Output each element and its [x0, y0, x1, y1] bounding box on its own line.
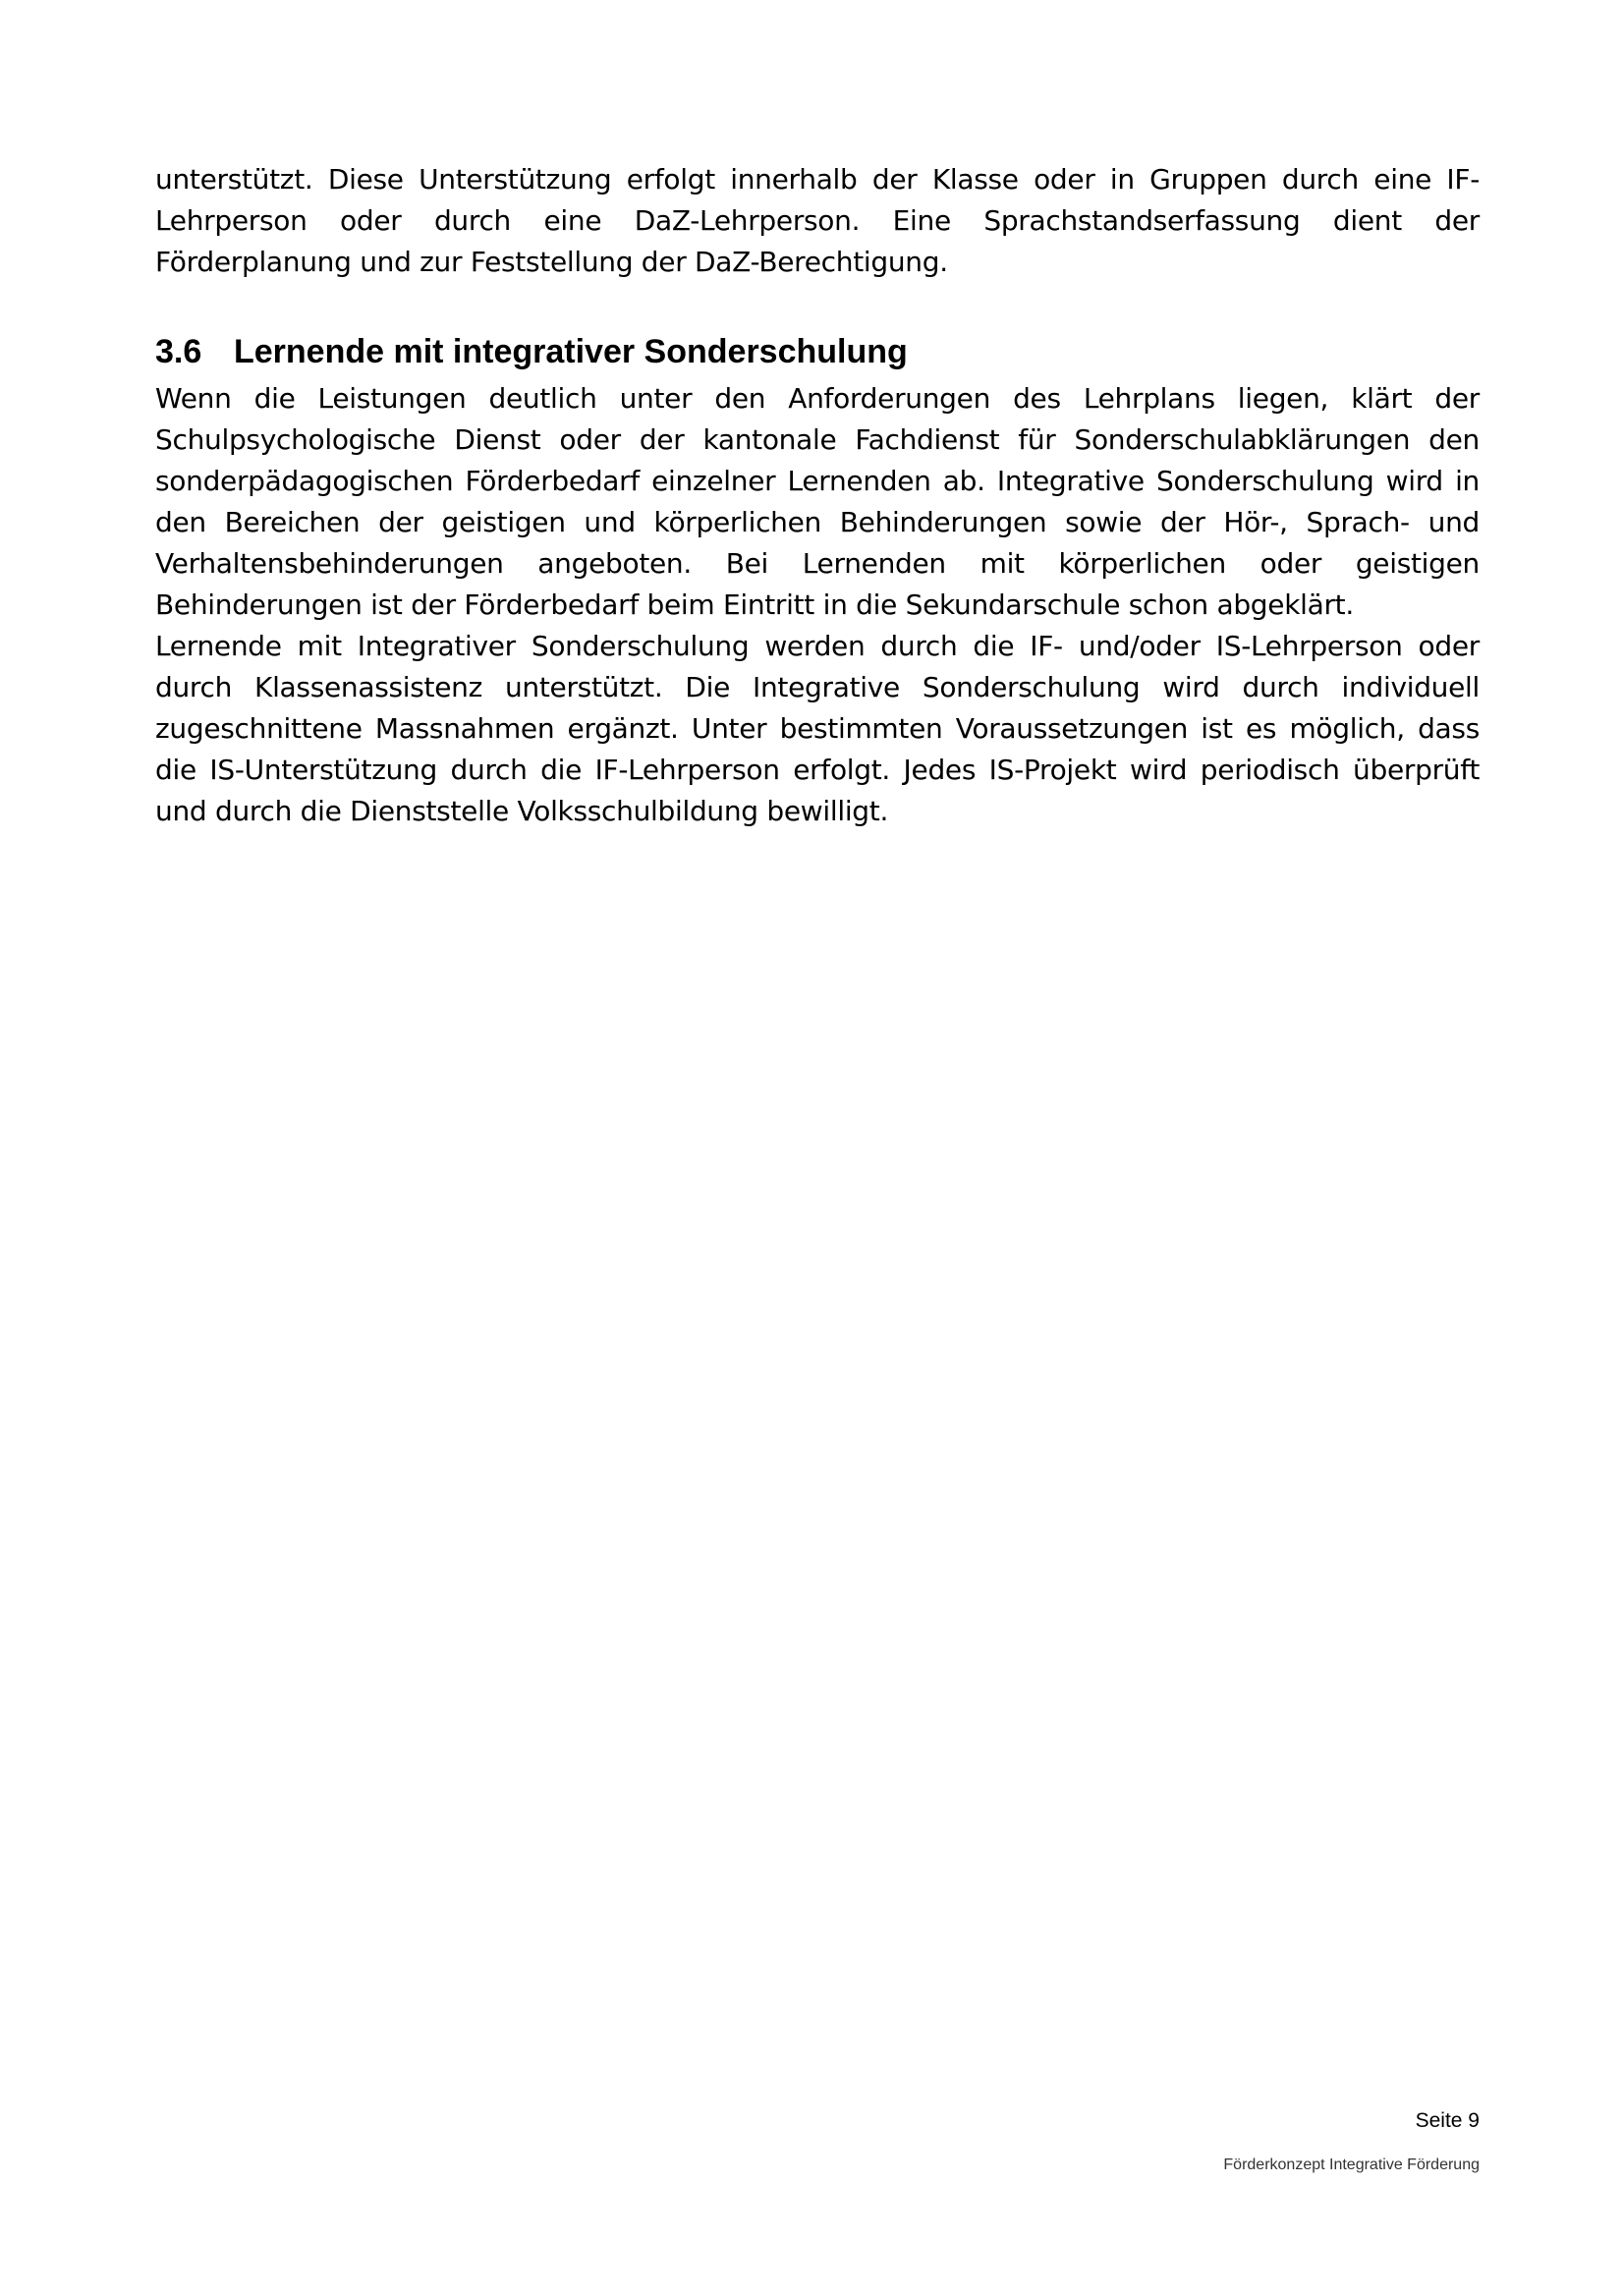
- section-title: Lernende mit integrativer Sonderschulung: [234, 333, 908, 370]
- section-paragraph-1: Wenn die Leistungen deutlich unter den Anforderungen des Lehrplans liegen, klärt der Schulpsychologische Dienst oder der kantonale Fachdienst für Sonderschulabklärungen den sonderpädagogischen Förderbedarf einzelner Lernenden ab. Integrative Sonderschulung wird in den Bereichen der geistigen und körperlichen Behinderungen sowie der Hör-, Sprach- und Verhaltensbehinderungen angeboten. Bei Lernenden mit körperlichen oder geistigen Behinderungen ist der Förderbedarf beim Eintritt in die Sekundarschule schon abgeklärt.: [155, 382, 1480, 621]
- intro-paragraph: unterstützt. Diese Unterstützung erfolgt innerhalb der Klasse oder in Gruppen durch eine IF-Lehrperson oder durch eine DaZ-Lehrperson. Eine Sprachstandserfassung dient der Förderplanung und zur Feststellung der DaZ-Berechtigung.: [155, 163, 1480, 278]
- footer-document-title: Förderkonzept Integrative Förderung: [1223, 2156, 1480, 2173]
- page-number: Seite 9: [1415, 2109, 1480, 2132]
- section-heading: [155, 331, 1480, 372]
- section-paragraph-2: Lernende mit Integrativer Sonderschulung werden durch die IF- und/oder IS-Lehrperson oder durch Klassenassistenz unterstützt. Die Integrative Sonderschulung wird durch individuell zugeschnittene Massnahmen ergänzt. Unter bestimmten Voraussetzungen ist es möglich, dass die IS-Unterstützung durch die IF-Lehrperson erfolgt. Jedes IS-Projekt wird periodisch überprüft und durch die Dienststelle Volksschulbildung bewilligt.: [155, 630, 1480, 827]
- page-content: [155, 159, 1480, 832]
- section-number: 3.6: [155, 333, 202, 370]
